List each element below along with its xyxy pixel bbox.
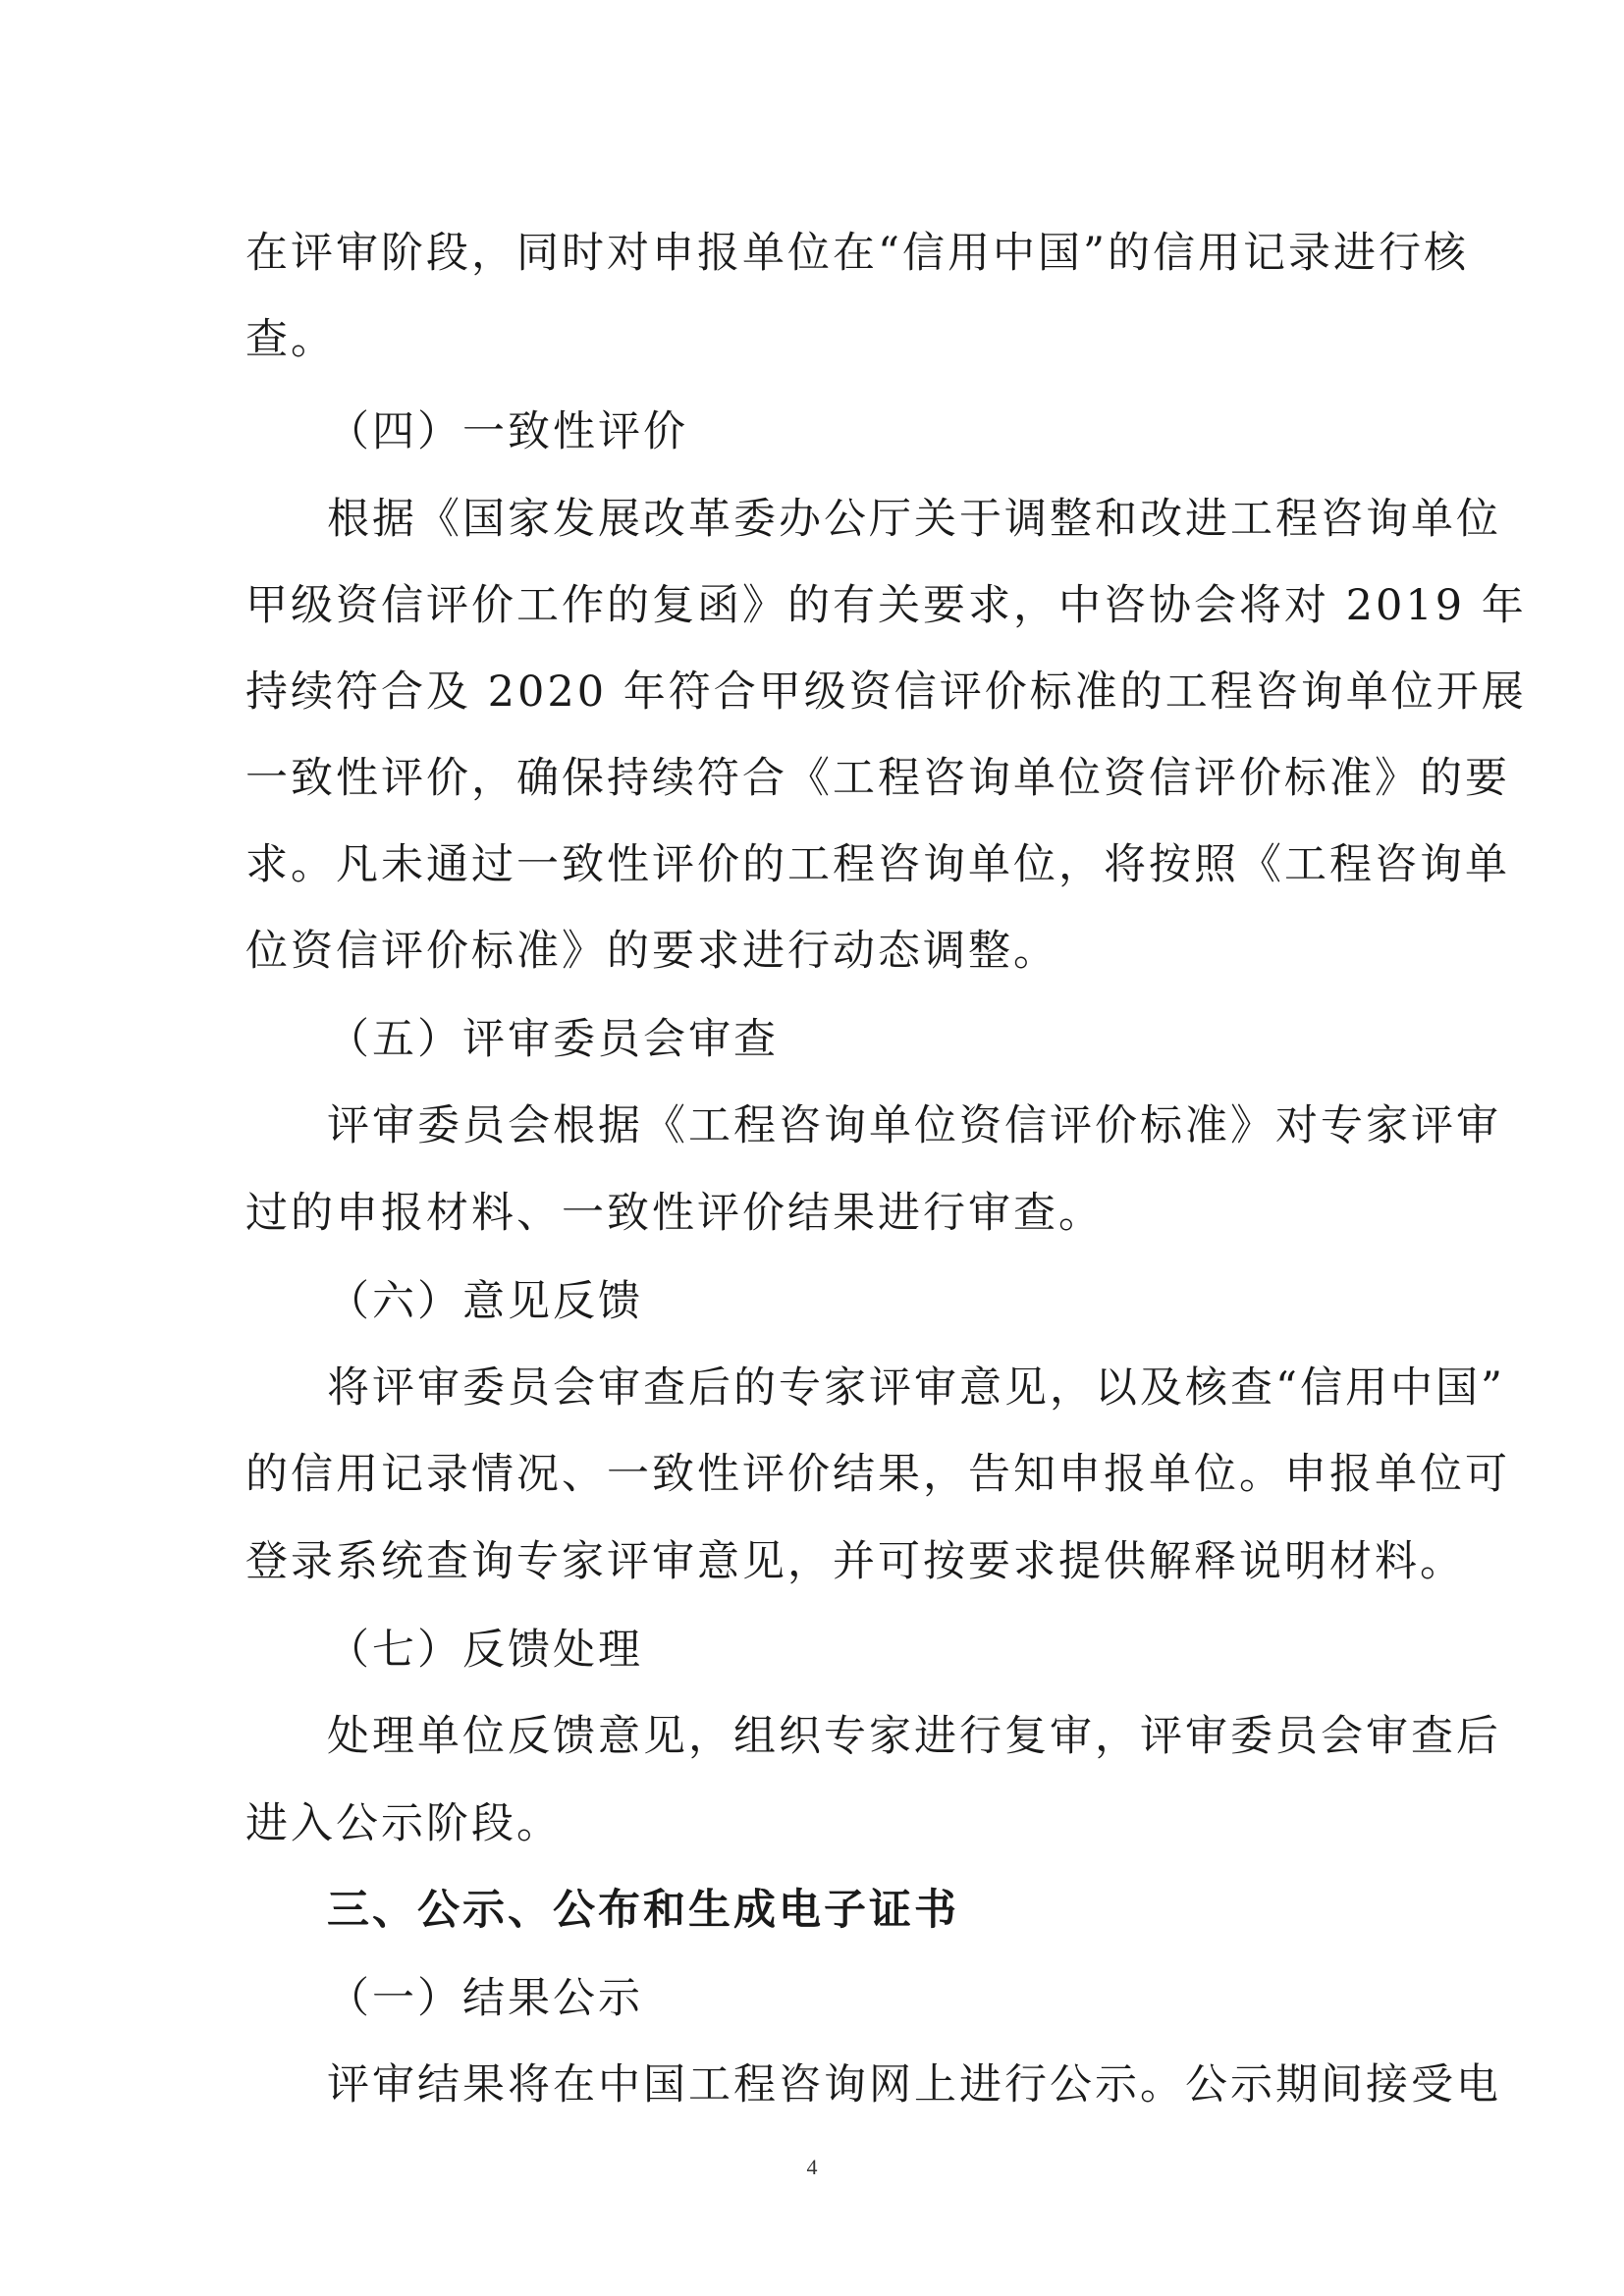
body-text-line: 登录系统查询专家评审意见，并可按要求提供解释说明材料。 [245,1537,1465,1586]
body-text-line: 进入公示阶段。 [245,1799,562,1848]
subsection-heading: （一）结果公示 [327,1974,643,2023]
subsection-heading: （七）反馈处理 [327,1626,643,1675]
body-text-line: 评审结果将在中国工程咨询网上进行公示。公示期间接受电 [327,2060,1501,2109]
body-text-line: 查。 [245,315,336,364]
subsection-heading: （五）评审委员会审查 [327,1015,779,1064]
body-text-line: 处理单位反馈意见，组织专家进行复审，评审委员会审查后 [327,1712,1501,1761]
body-text-line: 将评审委员会审查后的专家评审意见，以及核查“信用中国” [327,1363,1505,1413]
body-text-line: 位资信评价标准》的要求进行动态调整。 [245,927,1058,976]
body-text-line: 根据《国家发展改革委办公厅关于调整和改进工程咨询单位 [327,495,1501,544]
subsection-heading: （四）一致性评价 [327,407,688,456]
page-number: 4 [806,2155,818,2179]
body-text-line: 过的申报材料、一致性评价结果进行审查。 [245,1189,1104,1238]
body-text-line: 求。凡未通过一致性评价的工程咨询单位，将按照《工程咨询单 [245,840,1510,889]
body-text-line: 一致性评价，确保持续符合《工程咨询单位资信评价标准》的要 [245,754,1510,803]
body-text-line: 甲级资信评价工作的复函》的有关要求，中咨协会将对 2019 年 [245,581,1527,630]
body-text-line: 评审委员会根据《工程咨询单位资信评价标准》对专家评审 [327,1101,1501,1150]
body-text-line: 持续符合及 2020 年符合甲级资信评价标准的工程咨询单位开展 [245,667,1527,717]
section-heading: 三、公示、公布和生成电子证书 [327,1886,959,1935]
body-text-line: 在评审阶段，同时对申报单位在“信用中国”的信用记录进行核 [245,229,1469,278]
subsection-heading: （六）意见反馈 [327,1277,643,1326]
body-text-line: 的信用记录情况、一致性评价结果，告知申报单位。申报单位可 [245,1450,1510,1499]
